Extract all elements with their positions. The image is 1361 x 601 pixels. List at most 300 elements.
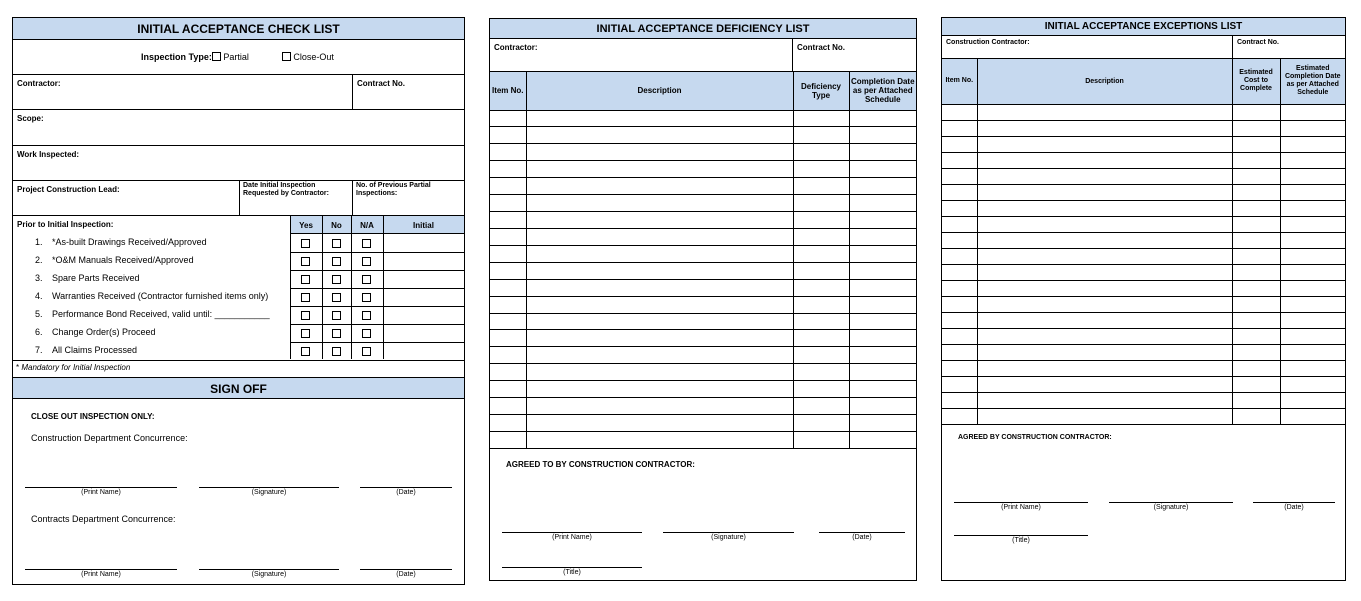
contracts-signature-line[interactable]	[199, 569, 339, 570]
exceptions-cell-description[interactable]	[977, 216, 1232, 232]
deficiency-cell-type[interactable]	[793, 381, 849, 398]
mandatory-star: *	[16, 363, 20, 372]
exceptions-cell-type[interactable]	[1232, 152, 1280, 168]
construction-print-name-line[interactable]	[25, 487, 177, 488]
work-inspected-row[interactable]	[13, 146, 464, 181]
deficiency-title-line[interactable]	[502, 567, 642, 568]
exceptions-cell-description[interactable]	[977, 376, 1232, 392]
exceptions-cell-date[interactable]	[1280, 328, 1345, 344]
exceptions-cell-date[interactable]	[1280, 296, 1345, 312]
deficiency-cell-item[interactable]	[490, 228, 526, 245]
deficiency-cell-item[interactable]	[490, 279, 526, 296]
exceptions-cell-item[interactable]	[942, 328, 977, 344]
exceptions-cell-type[interactable]	[1232, 120, 1280, 136]
checkbox-yes[interactable]	[301, 311, 310, 320]
exceptions-cell-type[interactable]	[1232, 264, 1280, 280]
exceptions-cell-item[interactable]	[942, 376, 977, 392]
contracts-date-line[interactable]	[360, 569, 452, 570]
checkbox-na[interactable]	[362, 257, 371, 266]
partial-checkbox[interactable]	[212, 52, 221, 61]
col-na-label: N/A	[360, 221, 374, 230]
deficiency-cell-date[interactable]	[849, 245, 916, 262]
exceptions-table-row	[942, 280, 1345, 296]
exceptions-contractor-row[interactable]	[942, 36, 1345, 59]
exceptions-cell-description[interactable]	[977, 296, 1232, 312]
exceptions-cell-type[interactable]	[1232, 200, 1280, 216]
checklist-item-number: 2.	[35, 255, 43, 265]
deficiency-cell-type[interactable]	[793, 161, 849, 178]
exceptions-cell-date[interactable]	[1280, 376, 1345, 392]
deficiency-cell-type[interactable]	[793, 228, 849, 245]
exceptions-contractor-label: Construction Contractor:	[946, 39, 1030, 46]
exceptions-cell-date[interactable]	[1280, 120, 1345, 136]
exceptions-cell-type[interactable]	[1232, 312, 1280, 328]
deficiency-cell-date[interactable]	[849, 415, 916, 432]
exceptions-table	[942, 59, 1345, 425]
deficiency-col-type: Deficiency Type	[793, 72, 849, 110]
exceptions-cell-date[interactable]	[1280, 216, 1345, 232]
deficiency-cell-type[interactable]	[793, 313, 849, 330]
exceptions-cell-item[interactable]	[942, 392, 977, 408]
deficiency-table-row	[490, 127, 916, 144]
initial-field[interactable]	[384, 235, 464, 251]
mandatory-note: Mandatory for Initial Inspection	[21, 363, 131, 372]
deficiency-cell-type[interactable]	[793, 432, 849, 449]
exceptions-cell-date[interactable]	[1280, 264, 1345, 280]
exceptions-cell-item[interactable]	[942, 152, 977, 168]
partial-label: Partial	[223, 52, 249, 62]
construction-signature-label: (Signature)	[251, 489, 287, 496]
deficiency-cell-description[interactable]	[526, 398, 793, 415]
exceptions-cell-description[interactable]	[977, 360, 1232, 376]
exceptions-print-name-label: (Print Name)	[1001, 504, 1041, 511]
deficiency-print-name-line[interactable]	[502, 532, 642, 533]
deficiency-date-label: (Date)	[852, 534, 872, 541]
deficiency-table-row	[490, 161, 916, 178]
construction-signature-line[interactable]	[199, 487, 339, 488]
exceptions-cell-type[interactable]	[1232, 344, 1280, 360]
checklist-item-text: Performance Bond Received, valid until: ___________	[52, 309, 270, 319]
exceptions-signature-line[interactable]	[1109, 502, 1233, 503]
initial-field[interactable]	[384, 307, 464, 323]
deficiency-table-row	[490, 432, 916, 449]
exceptions-table-row	[942, 360, 1345, 376]
exceptions-cell-type[interactable]	[1232, 248, 1280, 264]
exceptions-table-row	[942, 104, 1345, 120]
exceptions-cell-type[interactable]	[1232, 296, 1280, 312]
initial-field[interactable]	[384, 343, 464, 359]
deficiency-cell-date[interactable]	[849, 144, 916, 161]
deficiency-cell-type[interactable]	[793, 178, 849, 195]
exceptions-cell-type[interactable]	[1232, 376, 1280, 392]
exceptions-table-row	[942, 120, 1345, 136]
exceptions-table-row	[942, 264, 1345, 280]
deficiency-cell-description[interactable]	[526, 279, 793, 296]
checkbox-no[interactable]	[332, 293, 341, 302]
deficiency-table-row	[490, 110, 916, 127]
deficiency-cell-description[interactable]	[526, 212, 793, 229]
deficiency-cell-item[interactable]	[490, 415, 526, 432]
deficiency-cell-description[interactable]	[526, 330, 793, 347]
deficiency-print-name-label: (Print Name)	[552, 534, 592, 541]
deficiency-cell-date[interactable]	[849, 110, 916, 127]
exceptions-cell-date[interactable]	[1280, 248, 1345, 264]
deficiency-date-line[interactable]	[819, 532, 905, 533]
exceptions-cell-description[interactable]	[977, 152, 1232, 168]
deficiency-cell-item[interactable]	[490, 161, 526, 178]
exceptions-cell-item[interactable]	[942, 120, 977, 136]
checklist-item-row	[13, 252, 464, 270]
contracts-concurrence-label: Contracts Department Concurrence:	[31, 514, 176, 524]
exceptions-cell-item[interactable]	[942, 344, 977, 360]
deficiency-cell-description[interactable]	[526, 127, 793, 144]
deficiency-table-row	[490, 296, 916, 313]
deficiency-cell-item[interactable]	[490, 432, 526, 449]
exceptions-table-row	[942, 168, 1345, 184]
exceptions-cell-description[interactable]	[977, 344, 1232, 360]
exceptions-cell-description[interactable]	[977, 280, 1232, 296]
exceptions-cell-type[interactable]	[1232, 104, 1280, 120]
exceptions-cell-date[interactable]	[1280, 184, 1345, 200]
deficiency-cell-type[interactable]	[793, 262, 849, 279]
deficiency-cell-description[interactable]	[526, 110, 793, 127]
exceptions-table-row	[942, 408, 1345, 424]
deficiency-cell-description[interactable]	[526, 144, 793, 161]
deficiency-cell-date[interactable]	[849, 161, 916, 178]
checkbox-no[interactable]	[332, 347, 341, 356]
exceptions-col-description: Description	[977, 59, 1232, 104]
deficiency-col-completion: Completion Date as per Attached Schedule	[849, 72, 916, 110]
deficiency-cell-description[interactable]	[526, 347, 793, 364]
deficiency-cell-item[interactable]	[490, 364, 526, 381]
construction-date-line[interactable]	[360, 487, 452, 488]
exceptions-table-row	[942, 184, 1345, 200]
exceptions-cell-date[interactable]	[1280, 200, 1345, 216]
deficiency-table-row	[490, 347, 916, 364]
deficiency-cell-type[interactable]	[793, 330, 849, 347]
deficiency-table-row	[490, 195, 916, 212]
deficiency-cell-date[interactable]	[849, 279, 916, 296]
exceptions-cell-date[interactable]	[1280, 408, 1345, 424]
project-lead-label: Project Construction Lead:	[17, 185, 120, 194]
deficiency-cell-date[interactable]	[849, 313, 916, 330]
checkbox-na[interactable]	[362, 347, 371, 356]
exceptions-signature-label: (Signature)	[1153, 504, 1189, 511]
exceptions-contract-no-label: Contract No.	[1237, 39, 1279, 46]
deficiency-cell-type[interactable]	[793, 127, 849, 144]
exceptions-cell-item[interactable]	[942, 408, 977, 424]
deficiency-cell-description[interactable]	[526, 381, 793, 398]
checkbox-na[interactable]	[362, 275, 371, 284]
deficiency-cell-type[interactable]	[793, 415, 849, 432]
exceptions-table-row	[942, 376, 1345, 392]
exceptions-cell-type[interactable]	[1232, 408, 1280, 424]
scope-row[interactable]	[13, 110, 464, 146]
contracts-print-name-label: (Print Name)	[81, 571, 121, 578]
checklist-item-row	[13, 270, 464, 288]
checkbox-yes[interactable]	[301, 257, 310, 266]
checklist-item-text: All Claims Processed	[52, 345, 138, 355]
deficiency-cell-item[interactable]	[490, 212, 526, 229]
deficiency-form	[489, 18, 917, 581]
exceptions-cell-date[interactable]	[1280, 312, 1345, 328]
initial-field[interactable]	[384, 253, 464, 269]
exceptions-table-row	[942, 392, 1345, 408]
deficiency-title-label: (Title)	[563, 569, 581, 576]
mandatory-note-row	[16, 363, 130, 372]
exceptions-cell-date[interactable]	[1280, 360, 1345, 376]
deficiency-cell-type[interactable]	[793, 364, 849, 381]
initial-field[interactable]	[384, 271, 464, 287]
exceptions-cell-date[interactable]	[1280, 104, 1345, 120]
deficiency-cell-type[interactable]	[793, 245, 849, 262]
deficiency-cell-item[interactable]	[490, 110, 526, 127]
deficiency-signature-line[interactable]	[663, 532, 794, 533]
deficiency-cell-type[interactable]	[793, 347, 849, 364]
deficiency-cell-description[interactable]	[526, 296, 793, 313]
exceptions-cell-description[interactable]	[977, 248, 1232, 264]
deficiency-cell-item[interactable]	[490, 398, 526, 415]
deficiency-cell-description[interactable]	[526, 262, 793, 279]
deficiency-cell-description[interactable]	[526, 313, 793, 330]
deficiency-cell-item[interactable]	[490, 381, 526, 398]
deficiency-table-row	[490, 381, 916, 398]
exceptions-cell-type[interactable]	[1232, 232, 1280, 248]
exceptions-cell-date[interactable]	[1280, 392, 1345, 408]
contractor-label: Contractor:	[17, 79, 61, 88]
deficiency-cell-type[interactable]	[793, 279, 849, 296]
deficiency-cell-date[interactable]	[849, 381, 916, 398]
exceptions-cell-description[interactable]	[977, 104, 1232, 120]
checklist-item-row	[13, 342, 464, 360]
exceptions-cell-date[interactable]	[1280, 344, 1345, 360]
initial-field[interactable]	[384, 325, 464, 341]
deficiency-cell-description[interactable]	[526, 432, 793, 449]
deficiency-cell-description[interactable]	[526, 245, 793, 262]
checklist-item-text: Change Order(s) Proceed	[52, 327, 156, 337]
deficiency-contract-no-label: Contract No.	[797, 43, 845, 52]
checkbox-na[interactable]	[362, 311, 371, 320]
deficiency-cell-item[interactable]	[490, 296, 526, 313]
checklist-item-text: *As-built Drawings Received/Approved	[52, 237, 207, 247]
exceptions-cell-date[interactable]	[1280, 136, 1345, 152]
exceptions-cell-item[interactable]	[942, 104, 977, 120]
deficiency-cell-item[interactable]	[490, 178, 526, 195]
deficiency-cell-date[interactable]	[849, 330, 916, 347]
inspection-type-label: Inspection Type:	[141, 52, 212, 62]
exceptions-cell-type[interactable]	[1232, 184, 1280, 200]
checkbox-no[interactable]	[332, 257, 341, 266]
exceptions-date-line[interactable]	[1253, 502, 1335, 503]
deficiency-table-row	[490, 228, 916, 245]
checkbox-no[interactable]	[332, 275, 341, 284]
deficiency-cell-type[interactable]	[793, 195, 849, 212]
exceptions-cell-item[interactable]	[942, 200, 977, 216]
col-initial-label: Initial	[413, 221, 434, 230]
exceptions-cell-description[interactable]	[977, 136, 1232, 152]
checklist-item-number: 6.	[35, 327, 43, 337]
checklist-item-row	[13, 324, 464, 342]
checklist-item-text: Spare Parts Received	[52, 273, 140, 283]
checkbox-yes[interactable]	[301, 329, 310, 338]
exceptions-cell-description[interactable]	[977, 200, 1232, 216]
project-lead-row[interactable]	[13, 181, 464, 216]
exceptions-cell-item[interactable]	[942, 136, 977, 152]
deficiency-cell-item[interactable]	[490, 127, 526, 144]
deficiency-cell-item[interactable]	[490, 262, 526, 279]
deficiency-table-row	[490, 144, 916, 161]
exceptions-cell-item[interactable]	[942, 264, 977, 280]
deficiency-cell-item[interactable]	[490, 195, 526, 212]
deficiency-table-row	[490, 178, 916, 195]
construction-concurrence-label: Construction Department Concurrence:	[31, 433, 188, 443]
exceptions-cell-type[interactable]	[1232, 168, 1280, 184]
exceptions-cell-description[interactable]	[977, 120, 1232, 136]
exceptions-cell-item[interactable]	[942, 360, 977, 376]
deficiency-cell-description[interactable]	[526, 364, 793, 381]
exceptions-table-row	[942, 152, 1345, 168]
deficiency-cell-description[interactable]	[526, 161, 793, 178]
exceptions-cell-date[interactable]	[1280, 152, 1345, 168]
previous-partial-label: No. of Previous Partial Inspections:	[356, 182, 431, 197]
col-no-label: No	[331, 221, 342, 230]
exceptions-cell-description[interactable]	[977, 328, 1232, 344]
date-requested-label: Date Initial Inspection Requested by Contractor:	[243, 182, 329, 197]
checkbox-no[interactable]	[332, 311, 341, 320]
exceptions-cell-item[interactable]	[942, 232, 977, 248]
deficiency-cell-description[interactable]	[526, 415, 793, 432]
deficiency-cell-date[interactable]	[849, 262, 916, 279]
exceptions-cell-type[interactable]	[1232, 328, 1280, 344]
exceptions-cell-item[interactable]	[942, 168, 977, 184]
deficiency-cell-description[interactable]	[526, 195, 793, 212]
checkbox-no[interactable]	[332, 329, 341, 338]
exceptions-title-line[interactable]	[954, 535, 1088, 536]
exceptions-table-row	[942, 136, 1345, 152]
deficiency-cell-item[interactable]	[490, 347, 526, 364]
deficiency-cell-date[interactable]	[849, 228, 916, 245]
deficiency-cell-date[interactable]	[849, 432, 916, 449]
exceptions-table-row	[942, 216, 1345, 232]
deficiency-col-item: Item No.	[490, 72, 526, 110]
checklist-item-number: 4.	[35, 291, 43, 301]
initial-field[interactable]	[384, 289, 464, 305]
deficiency-cell-item[interactable]	[490, 144, 526, 161]
deficiency-table-row	[490, 415, 916, 432]
deficiency-contractor-row[interactable]	[490, 39, 916, 72]
exceptions-col-cost: Estimated Cost to Complete	[1232, 59, 1280, 104]
deficiency-cell-description[interactable]	[526, 178, 793, 195]
scope-label: Scope:	[17, 114, 44, 123]
checkbox-no[interactable]	[332, 239, 341, 248]
checklist-item-number: 1.	[35, 237, 43, 247]
exceptions-cell-item[interactable]	[942, 184, 977, 200]
deficiency-cell-date[interactable]	[849, 364, 916, 381]
deficiency-cell-date[interactable]	[849, 178, 916, 195]
deficiency-title: INITIAL ACCEPTANCE DEFICIENCY LIST	[490, 19, 916, 39]
contracts-print-name-line[interactable]	[25, 569, 177, 570]
checkbox-yes[interactable]	[301, 275, 310, 284]
exceptions-cell-type[interactable]	[1232, 216, 1280, 232]
deficiency-cell-description[interactable]	[526, 228, 793, 245]
deficiency-table-row	[490, 212, 916, 229]
checkbox-na[interactable]	[362, 293, 371, 302]
exceptions-cell-description[interactable]	[977, 264, 1232, 280]
deficiency-cell-item[interactable]	[490, 330, 526, 347]
deficiency-cell-date[interactable]	[849, 212, 916, 229]
closeout-only-label: CLOSE OUT INSPECTION ONLY:	[31, 412, 155, 421]
checkbox-na[interactable]	[362, 239, 371, 248]
exceptions-title-label: (Title)	[1012, 537, 1030, 544]
exceptions-col-completion: Estimated Completion Date as per Attached Schedule	[1280, 59, 1345, 104]
contracts-date-label: (Date)	[396, 571, 416, 578]
exceptions-cell-description[interactable]	[977, 232, 1232, 248]
exceptions-cell-type[interactable]	[1232, 280, 1280, 296]
deficiency-cell-item[interactable]	[490, 245, 526, 262]
exceptions-col-item: Item No.	[942, 59, 977, 104]
deficiency-cell-date[interactable]	[849, 347, 916, 364]
checkbox-yes[interactable]	[301, 239, 310, 248]
deficiency-table-row	[490, 262, 916, 279]
contractor-row[interactable]	[13, 75, 464, 110]
exceptions-cell-item[interactable]	[942, 248, 977, 264]
exceptions-cell-type[interactable]	[1232, 360, 1280, 376]
closeout-label: Close-Out	[293, 52, 334, 62]
deficiency-col-description: Description	[526, 72, 793, 110]
exceptions-cell-item[interactable]	[942, 216, 977, 232]
deficiency-table-row	[490, 279, 916, 296]
deficiency-cell-date[interactable]	[849, 195, 916, 212]
deficiency-cell-date[interactable]	[849, 398, 916, 415]
deficiency-cell-type[interactable]	[793, 110, 849, 127]
deficiency-cell-date[interactable]	[849, 127, 916, 144]
deficiency-cell-date[interactable]	[849, 296, 916, 313]
exceptions-cell-type[interactable]	[1232, 136, 1280, 152]
exceptions-cell-description[interactable]	[977, 392, 1232, 408]
exceptions-cell-item[interactable]	[942, 296, 977, 312]
inspection-type-row	[141, 52, 334, 62]
checklist-item-row	[13, 306, 464, 324]
exceptions-cell-date[interactable]	[1280, 280, 1345, 296]
exceptions-cell-description[interactable]	[977, 408, 1232, 424]
exceptions-cell-item[interactable]	[942, 280, 977, 296]
exceptions-cell-date[interactable]	[1280, 232, 1345, 248]
deficiency-cell-type[interactable]	[793, 144, 849, 161]
exceptions-cell-description[interactable]	[977, 184, 1232, 200]
deficiency-cell-type[interactable]	[793, 212, 849, 229]
exceptions-cell-date[interactable]	[1280, 168, 1345, 184]
checklist-item-text: *O&M Manuals Received/Approved	[52, 255, 194, 265]
deficiency-cell-item[interactable]	[490, 313, 526, 330]
exceptions-print-name-line[interactable]	[954, 502, 1088, 503]
deficiency-cell-type[interactable]	[793, 296, 849, 313]
exceptions-cell-type[interactable]	[1232, 392, 1280, 408]
exceptions-table-row	[942, 232, 1345, 248]
checklist-form	[12, 17, 465, 585]
contract-no-label: Contract No.	[357, 79, 405, 88]
exceptions-cell-item[interactable]	[942, 312, 977, 328]
deficiency-table-row	[490, 245, 916, 262]
exceptions-title: INITIAL ACCEPTANCE EXCEPTIONS LIST	[942, 18, 1345, 36]
exceptions-cell-description[interactable]	[977, 312, 1232, 328]
checkbox-na[interactable]	[362, 329, 371, 338]
checkbox-yes[interactable]	[301, 293, 310, 302]
deficiency-cell-type[interactable]	[793, 398, 849, 415]
signoff-title: SIGN OFF	[13, 377, 464, 399]
closeout-checkbox[interactable]	[282, 52, 291, 61]
exceptions-cell-description[interactable]	[977, 168, 1232, 184]
checkbox-yes[interactable]	[301, 347, 310, 356]
